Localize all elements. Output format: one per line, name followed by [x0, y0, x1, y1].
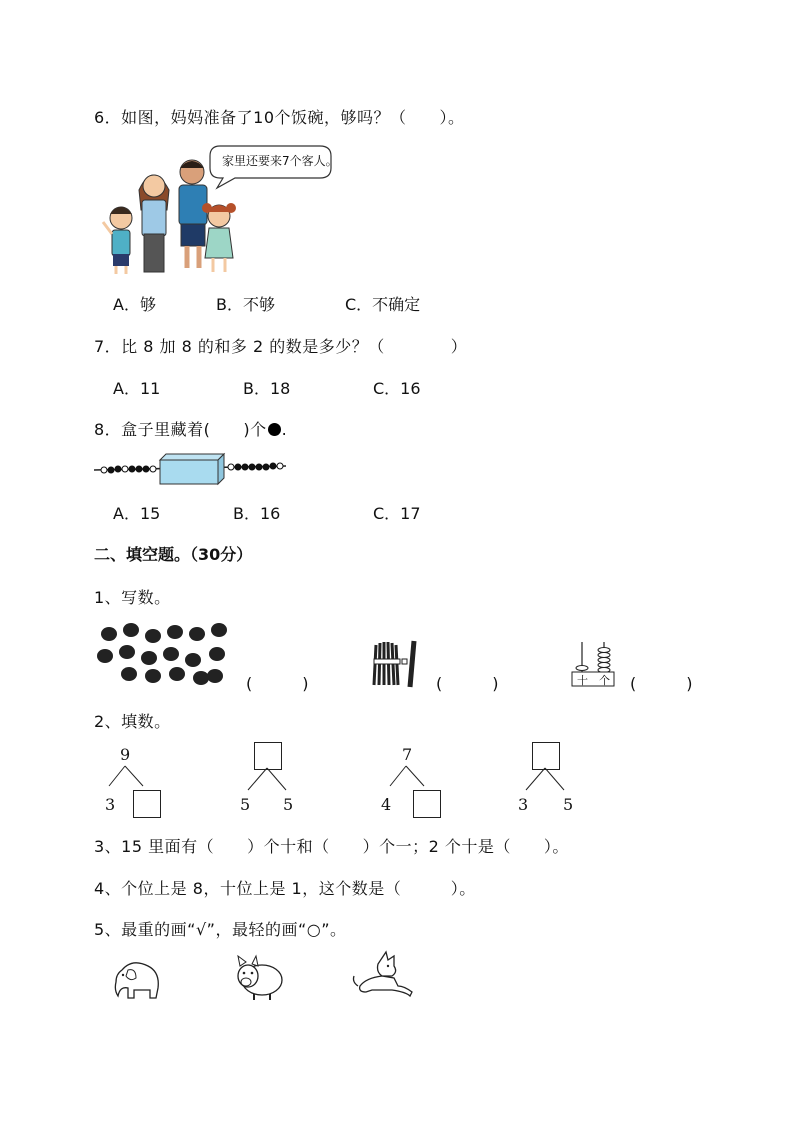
- q8-option-c[interactable]: C．17: [373, 504, 421, 523]
- fill-4-text: 4、个位上是 8，十位上是 1，这个数是（ ）。: [94, 879, 476, 898]
- tree-3-top: 7: [402, 745, 413, 764]
- bead-string-box: [94, 452, 294, 486]
- question-7-text: 7．比 8 加 8 的和多 2 的数是多少？（ ）: [94, 337, 468, 356]
- q7-option-a[interactable]: A．11: [113, 379, 161, 398]
- q8-option-b[interactable]: B．16: [233, 504, 281, 523]
- black-dot-icon: [268, 423, 281, 436]
- q6-option-b[interactable]: B．不够: [216, 295, 275, 314]
- fill-3-text: 3、15 里面有（ ）个十和（ ）个一；2 个十是（ ）。: [94, 837, 569, 856]
- strawberries-icon: [97, 620, 232, 685]
- q6-option-a[interactable]: A．够: [113, 295, 156, 314]
- pig-icon[interactable]: [232, 954, 284, 1002]
- speech-bubble-text: 家里还要来7个客人。: [222, 154, 338, 168]
- tree-1-branches: [105, 766, 155, 790]
- question-8-text: [94, 417, 287, 440]
- abacus-tens-label: 十: [577, 674, 588, 687]
- stick-bundle-icon: [370, 637, 422, 689]
- tree-1-left: 3: [105, 795, 116, 814]
- section-2-title: 二、填空题。（30分）: [94, 545, 253, 564]
- tree-1-right-box[interactable]: [133, 790, 161, 818]
- elephant-icon[interactable]: [112, 960, 162, 1002]
- fill-1-label: 1、写数。: [94, 588, 171, 607]
- question-8-text-before: 8．盒子里藏着( )个: [94, 420, 267, 439]
- abacus-ones-label: 个: [599, 674, 610, 687]
- family-illustration: [95, 150, 335, 280]
- tree-2-top-box[interactable]: [254, 742, 282, 770]
- q6-option-c[interactable]: C．不确定: [345, 295, 421, 314]
- tree-2-right: 5: [283, 795, 294, 814]
- tree-3-right-box[interactable]: [413, 790, 441, 818]
- fill-5-text: 5、最重的画“√”，最轻的画“○”。: [94, 920, 347, 939]
- tree-4-right: 5: [563, 795, 574, 814]
- fill-1-blank-3[interactable]: ( ): [630, 674, 693, 693]
- tree-4-branches: [518, 768, 578, 792]
- tree-3-left: 4: [381, 795, 392, 814]
- fill-1-blank-2[interactable]: ( ): [436, 674, 499, 693]
- q7-option-b[interactable]: B．18: [243, 379, 291, 398]
- question-8-text-after: .: [281, 420, 288, 439]
- q8-option-a[interactable]: A．15: [113, 504, 161, 523]
- tree-1-top: 9: [120, 745, 131, 764]
- tree-4-top-box[interactable]: [532, 742, 560, 770]
- question-6-text: 6．如图，妈妈准备了10个饭碗，够吗？（ ）。: [94, 108, 465, 127]
- fill-2-label: 2、填数。: [94, 712, 171, 731]
- tree-4-left: 3: [518, 795, 529, 814]
- tree-3-branches: [386, 766, 436, 790]
- tree-2-branches: [240, 768, 300, 792]
- q7-option-c[interactable]: C．16: [373, 379, 421, 398]
- tree-2-left: 5: [240, 795, 251, 814]
- fill-1-blank-1[interactable]: ( ): [246, 674, 309, 693]
- dog-icon[interactable]: [352, 952, 416, 1002]
